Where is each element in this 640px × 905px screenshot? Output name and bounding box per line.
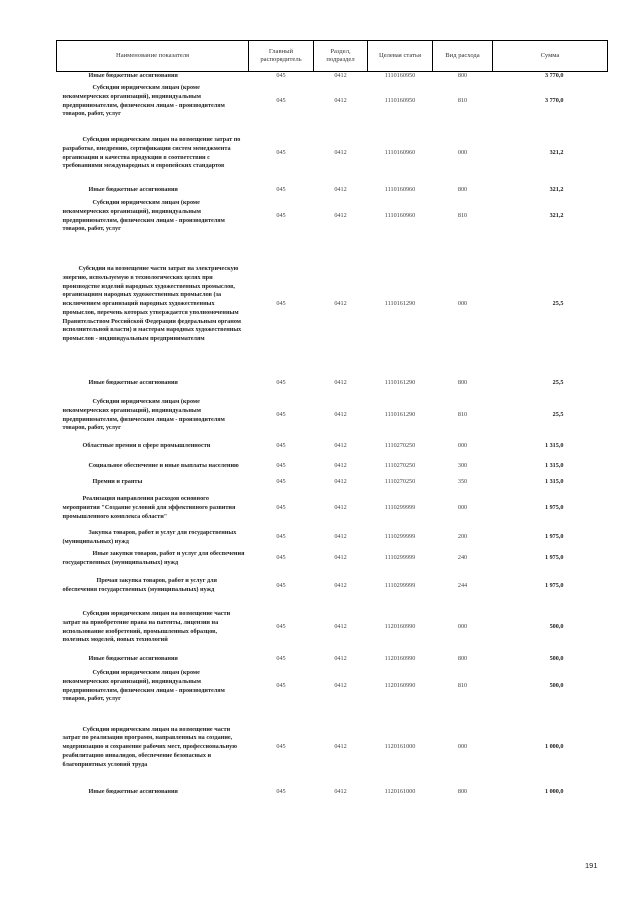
row-chief-administrator: 045: [276, 462, 286, 470]
header-chief-administrator: Главный распорядитель: [249, 41, 314, 72]
row-section-subsection: 0412: [334, 72, 347, 80]
row-amount: 1 975,0: [544, 554, 564, 562]
row-indicator-name: Субсидии на возмещение части затрат на электрическую энергию, используемую в технологических целях при производстве изделий народных художественных промыслов, организациям народных художественных промыслов (за исключением организаций народных художественных промыслов, перечень которых утверждается уполномоченным Правительством Российской Федерации федеральным органом исполнительной власти) и мастерам народных художественных промыслов - индивидуальным предпринимателям: [62, 265, 243, 342]
table-row: [57, 72, 608, 82]
row-target-article: 1110160960: [384, 149, 416, 157]
row-section-subsection: 0412: [334, 212, 347, 220]
row-target-article: 1110160950: [384, 97, 416, 105]
row-section-subsection: 0412: [334, 462, 347, 470]
row-chief-administrator: 045: [276, 682, 286, 690]
table-row: [57, 122, 608, 186]
table-body: [57, 72, 608, 798]
row-expense-type: 000: [457, 743, 468, 751]
row-expense-type: 000: [457, 149, 468, 157]
page-number: 191: [585, 861, 598, 870]
table-row: [57, 436, 608, 458]
row-amount: 3 770,0: [544, 72, 564, 80]
row-section-subsection: 0412: [334, 655, 347, 663]
row-chief-administrator: 045: [276, 655, 286, 663]
row-section-subsection: 0412: [334, 477, 347, 485]
table-row: [57, 196, 608, 238]
row-indicator-name: Субсидии юридическим лицам (кроме некоммерческих организаций), индивидуальным предпринимателям, физическим лицам - производителям товаров, работ, услуг: [62, 199, 227, 233]
table-row: [57, 238, 608, 372]
row-target-article: 1110299999: [384, 504, 416, 512]
row-indicator-name: Закупка товаров, работ и услуг для государственных (муниципальных) нужд: [62, 528, 238, 545]
row-chief-administrator: 045: [276, 149, 286, 157]
row-indicator-name: Субсидии юридическим лицам на возмещение части затрат на приобретение права на патенты, лицензии на использование изобретений, промышленных образцов, полезных моделей, новых технологий: [62, 610, 232, 644]
table-row: [57, 82, 608, 122]
header-amount: Сумма: [493, 41, 608, 72]
budget-table-page: [56, 40, 607, 798]
table-row: [57, 458, 608, 476]
table-row: [57, 654, 608, 666]
row-section-subsection: 0412: [334, 581, 347, 589]
row-expense-type: 800: [457, 72, 468, 80]
row-section-subsection: 0412: [334, 149, 347, 157]
row-chief-administrator: 045: [276, 379, 286, 387]
row-indicator-name: Областные премии в сфере промышленности: [82, 442, 211, 450]
row-expense-type: 810: [457, 212, 468, 220]
table-row: [57, 666, 608, 708]
row-amount: 1 000,0: [544, 788, 564, 796]
row-target-article: 1110161290: [384, 411, 416, 419]
row-indicator-name: Субсидии юридическим лицам (кроме некоммерческих организаций), индивидуальным предпринимателям, физическим лицам - производителям товаров, работ, услуг: [62, 84, 227, 118]
row-amount: 1 315,0: [544, 477, 564, 485]
row-chief-administrator: 045: [276, 411, 286, 419]
row-chief-administrator: 045: [276, 533, 286, 541]
row-indicator-name: Премии и гранты: [92, 477, 143, 485]
row-amount: 500,0: [549, 623, 564, 631]
row-expense-type: 350: [457, 477, 468, 485]
row-target-article: 1110270250: [384, 462, 416, 470]
row-amount: 1 975,0: [544, 581, 564, 589]
row-section-subsection: 0412: [334, 623, 347, 631]
row-indicator-name: Прочая закупка товаров, работ и услуг для обеспечения государственных (муниципальных) нужд: [62, 577, 219, 593]
row-expense-type: 800: [457, 379, 468, 387]
row-indicator-name: Иные бюджетные ассигнования: [88, 186, 178, 194]
row-chief-administrator: 045: [276, 97, 286, 105]
row-indicator-name: Субсидии юридическим лицам на возмещение затрат по разработке, внедрению, сертификации систем менеджмента организации и качества продукции в соответствии с требованиями международных и европейских стандартов: [62, 136, 242, 170]
row-indicator-name: Иные бюджетные ассигнования: [88, 72, 178, 80]
row-indicator-name: Субсидии юридическим лицам (кроме некоммерческих организаций), индивидуальным предпринимателям, физическим лицам - производителям товаров, работ, услуг: [62, 669, 227, 703]
row-amount: 1 975,0: [544, 504, 564, 512]
row-chief-administrator: 045: [276, 788, 286, 796]
table-header: [57, 41, 608, 72]
row-target-article: 1110161290: [384, 379, 416, 387]
row-amount: 1 000,0: [544, 743, 564, 751]
row-target-article: 1110160960: [384, 186, 416, 194]
row-expense-type: 810: [457, 411, 468, 419]
row-amount: 3 770,0: [544, 97, 564, 105]
row-amount: 1 315,0: [544, 442, 564, 450]
row-section-subsection: 0412: [334, 97, 347, 105]
budget-table: [56, 40, 608, 798]
row-section-subsection: 0412: [334, 442, 347, 450]
table-row: [57, 372, 608, 396]
row-amount: 321,2: [549, 212, 564, 220]
row-target-article: 1120161000: [384, 788, 416, 796]
row-expense-type: 000: [457, 504, 468, 512]
row-target-article: 1110270250: [384, 477, 416, 485]
row-indicator-name: Иные закупки товаров, работ и услуг для обеспечения государственных (муниципальных) нужд: [62, 549, 246, 566]
row-section-subsection: 0412: [334, 682, 347, 690]
row-chief-administrator: 045: [276, 72, 286, 80]
row-amount: 1 975,0: [544, 533, 564, 541]
row-expense-type: 244: [457, 581, 468, 589]
row-amount: 25,5: [552, 300, 564, 308]
row-amount: 321,2: [549, 186, 564, 194]
row-expense-type: 000: [457, 623, 468, 631]
row-chief-administrator: 045: [276, 743, 286, 751]
row-chief-administrator: 045: [276, 623, 286, 631]
row-section-subsection: 0412: [334, 300, 347, 308]
row-section-subsection: 0412: [334, 554, 347, 562]
row-amount: 500,0: [549, 682, 564, 690]
row-indicator-name: Иные бюджетные ассигнования: [88, 788, 178, 796]
row-expense-type: 800: [457, 655, 468, 663]
row-section-subsection: 0412: [334, 504, 347, 512]
table-row: [57, 788, 608, 798]
row-chief-administrator: 045: [276, 442, 286, 450]
table-row: [57, 489, 608, 529]
row-amount: 25,5: [552, 379, 564, 387]
row-expense-type: 300: [457, 462, 468, 470]
header-indicator-name: Наименование показателя: [57, 41, 249, 72]
row-section-subsection: 0412: [334, 411, 347, 419]
table-row: [57, 708, 608, 788]
row-amount: 500,0: [549, 655, 564, 663]
row-chief-administrator: 045: [276, 581, 286, 589]
row-indicator-name: Иные бюджетные ассигнования: [88, 655, 178, 663]
row-expense-type: 810: [457, 682, 468, 690]
row-target-article: 1110160960: [384, 212, 416, 220]
row-section-subsection: 0412: [334, 788, 347, 796]
table-row: [57, 186, 608, 196]
row-expense-type: 000: [457, 442, 468, 450]
row-expense-type: 000: [457, 300, 468, 308]
row-chief-administrator: 045: [276, 504, 286, 512]
row-chief-administrator: 045: [276, 300, 286, 308]
table-row: [57, 529, 608, 547]
table-row: [57, 602, 608, 654]
row-chief-administrator: 045: [276, 477, 286, 485]
row-indicator-name: Субсидии юридическим лицам на возмещение части затрат по реализации программ, направленных на создание, модернизацию и сохранение рабочих мест, профессиональную реабилитацию инвалидов, обеспечение безопасных и благоприятных условий труда: [62, 725, 239, 768]
row-target-article: 1110161290: [384, 300, 416, 308]
row-expense-type: 240: [457, 554, 468, 562]
row-target-article: 1120160990: [384, 682, 416, 690]
row-indicator-name: Иные бюджетные ассигнования: [88, 379, 178, 387]
row-chief-administrator: 045: [276, 186, 286, 194]
header-expense-type: Вид расхода: [433, 41, 493, 72]
row-chief-administrator: 045: [276, 212, 286, 220]
row-amount: 1 315,0: [544, 462, 564, 470]
row-section-subsection: 0412: [334, 743, 347, 751]
row-expense-type: 800: [457, 788, 468, 796]
row-target-article: 1110299999: [384, 533, 416, 541]
row-section-subsection: 0412: [334, 379, 347, 387]
table-row: [57, 571, 608, 602]
header-section-subsection: Раздел, подраздел: [314, 41, 368, 72]
row-target-article: 1120161000: [384, 743, 416, 751]
table-row: [57, 547, 608, 571]
table-row: [57, 396, 608, 436]
row-section-subsection: 0412: [334, 186, 347, 194]
row-section-subsection: 0412: [334, 533, 347, 541]
table-row: [57, 476, 608, 489]
row-target-article: 1110160950: [384, 72, 416, 80]
row-target-article: 1110299999: [384, 554, 416, 562]
row-amount: 321,2: [549, 149, 564, 157]
row-expense-type: 200: [457, 533, 468, 541]
row-target-article: 1110270250: [384, 442, 416, 450]
row-indicator-name: Субсидии юридическим лицам (кроме некоммерческих организаций), индивидуальным предпринимателям, физическим лицам - производителям товаров, работ, услуг: [62, 398, 227, 432]
row-indicator-name: Социальное обеспечение и иные выплаты населению: [88, 462, 239, 470]
header-target-article: Целевая статья: [368, 41, 433, 72]
row-indicator-name: Реализация направления расходов основного мероприятия "Создание условий для эффективного развития промышленного комплекса области": [62, 495, 237, 520]
row-expense-type: 800: [457, 186, 468, 194]
row-target-article: 1120160990: [384, 655, 416, 663]
row-target-article: 1110299999: [384, 581, 416, 589]
row-target-article: 1120160990: [384, 623, 416, 631]
row-expense-type: 810: [457, 97, 468, 105]
row-amount: 25,5: [552, 411, 564, 419]
row-chief-administrator: 045: [276, 554, 286, 562]
